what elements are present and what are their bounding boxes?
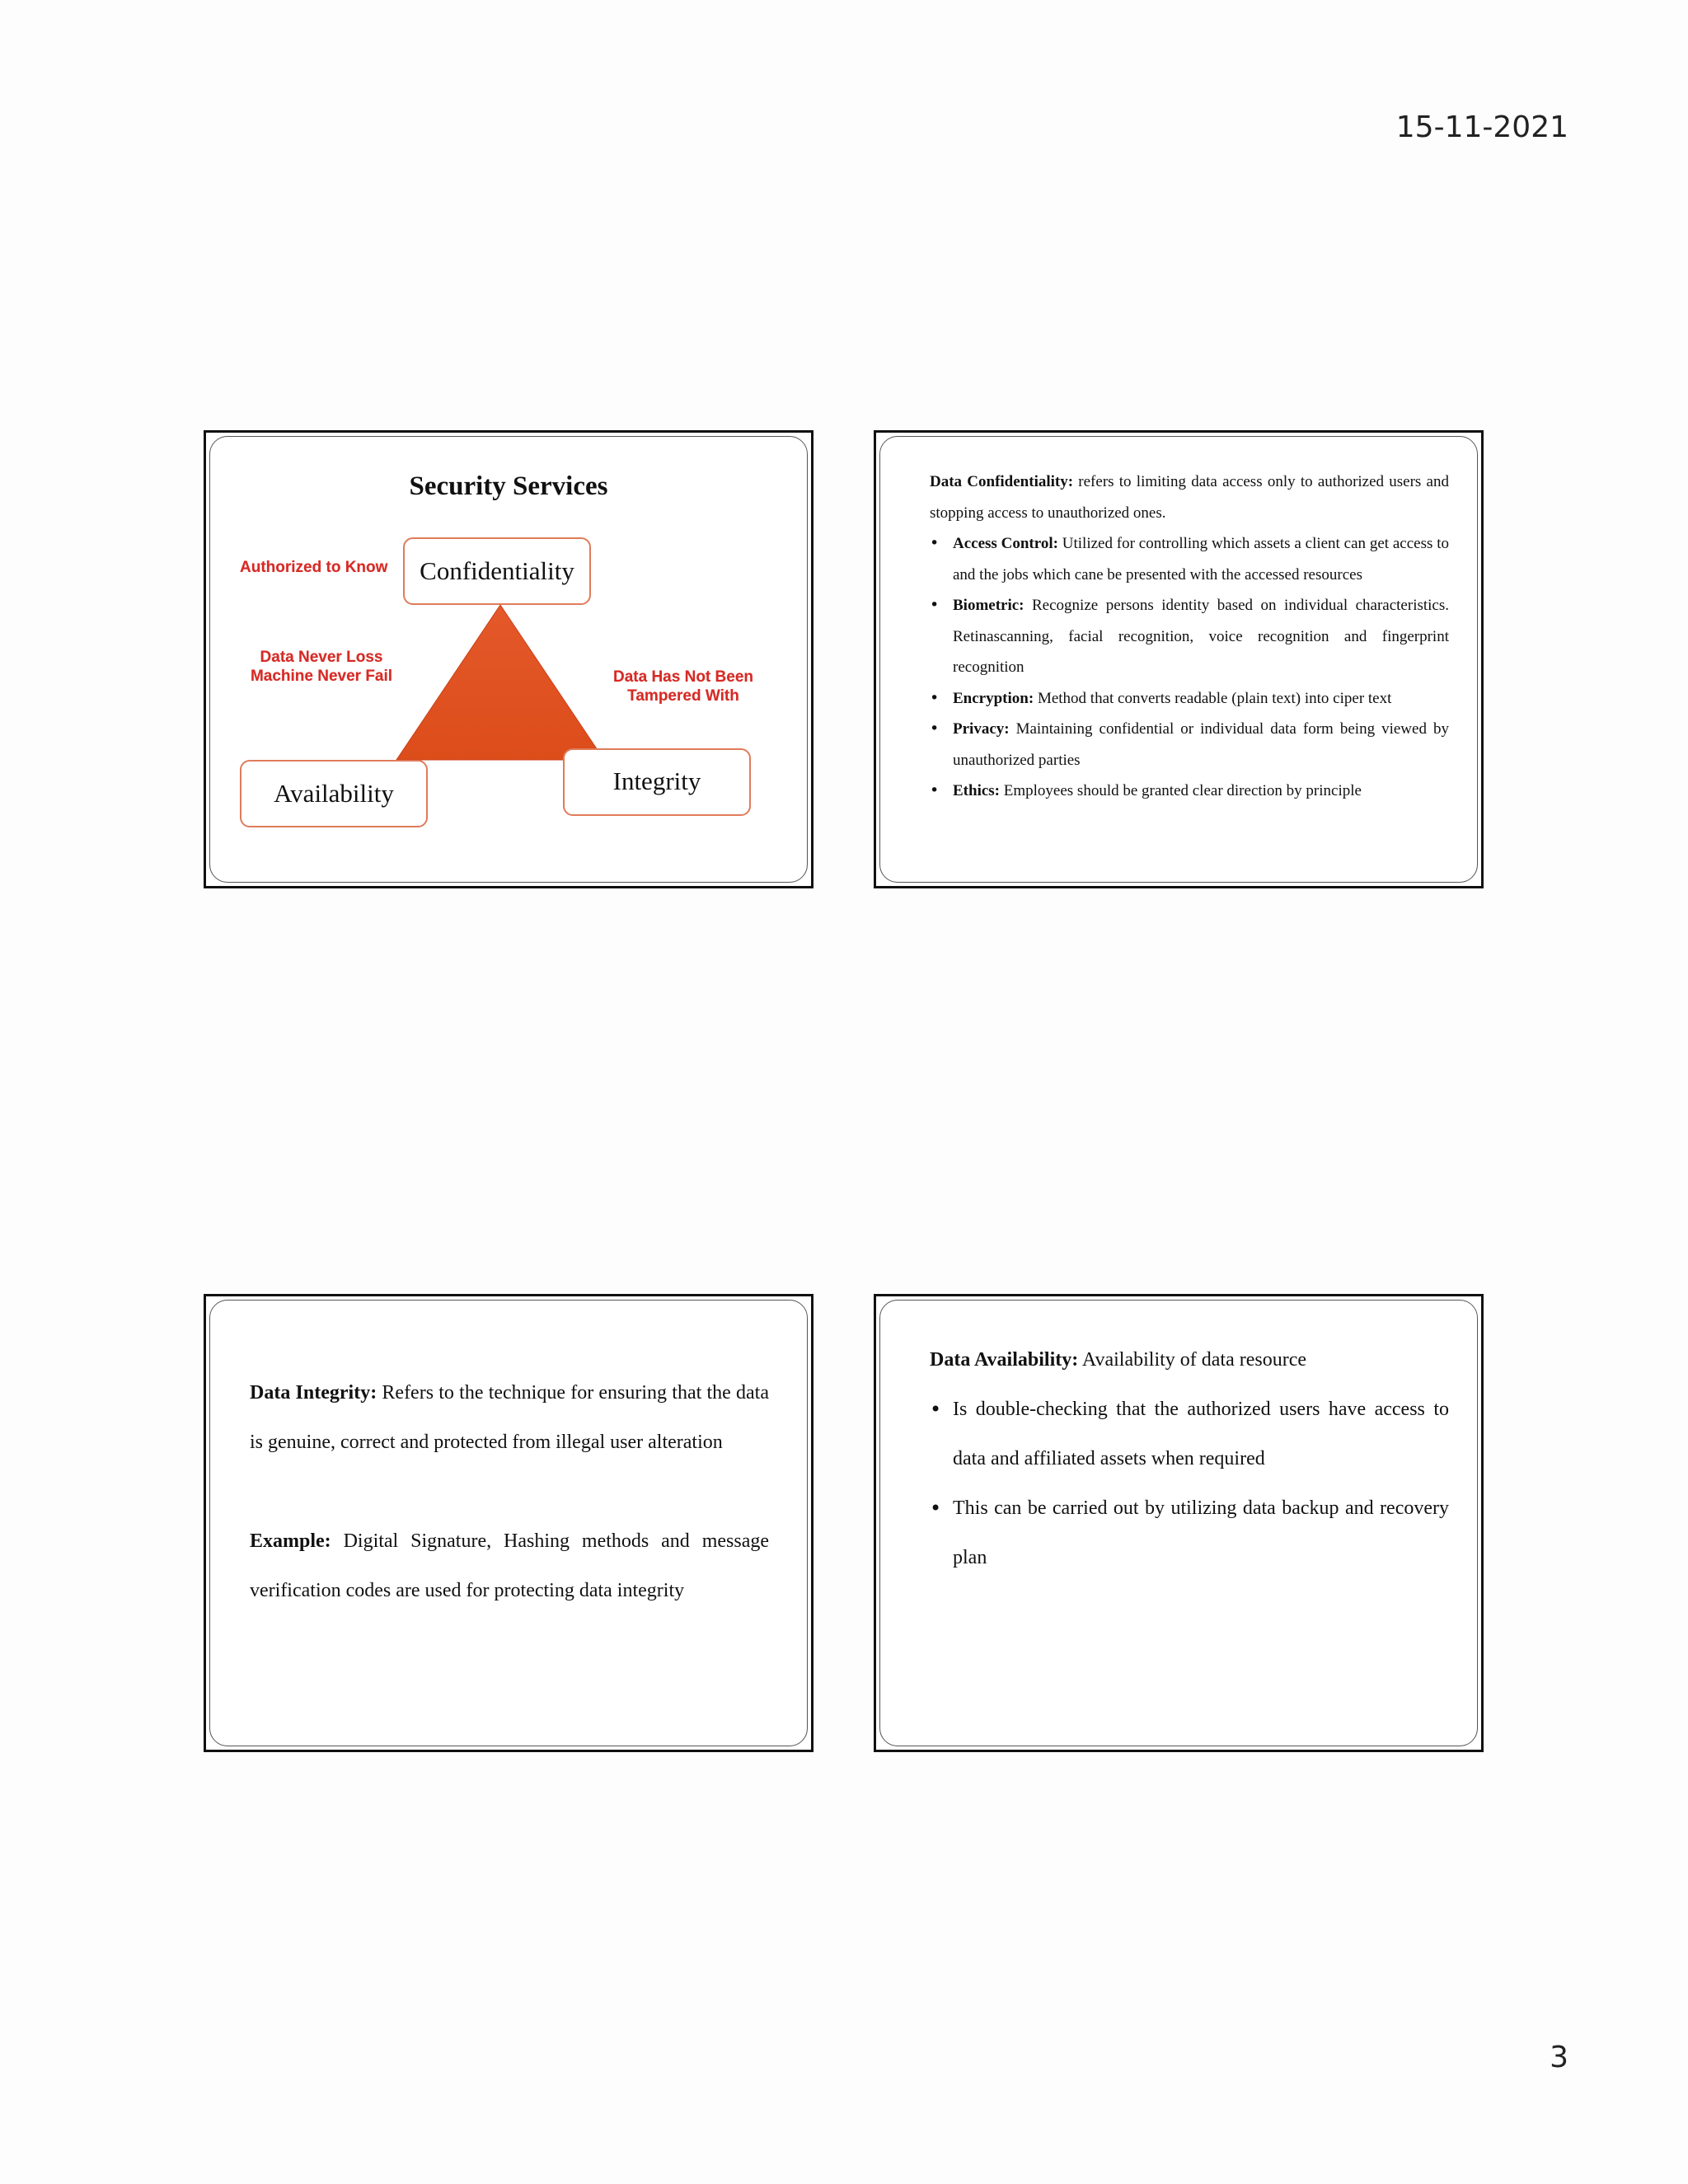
label-not-tampered (609, 668, 757, 705)
slide-frame (209, 1300, 808, 1746)
list-item: • This can be carried out by utilizing data backup and recovery plan (930, 1483, 1449, 1582)
list-item (930, 683, 1449, 715)
list-item (930, 528, 1449, 590)
slide-data-availability (874, 1294, 1484, 1752)
page-date: 15-11-2021 (1395, 110, 1568, 144)
confidentiality-intro (930, 466, 1449, 528)
term: Access Control: (953, 535, 1058, 552)
definition: Availability of data resource (1078, 1349, 1307, 1371)
confidentiality-list (930, 528, 1449, 807)
availability-definition (930, 1335, 1449, 1385)
integrity-text (250, 1368, 769, 1615)
availability-list (930, 1385, 1449, 1582)
label-line: Machine Never Fail (250, 668, 393, 685)
node-availability: Availability (240, 760, 428, 827)
node-confidentiality: Confidentiality (403, 537, 591, 605)
definition: Digital Signature, Hashing methods and message verification codes are used for protecting data integrity (250, 1530, 769, 1601)
term: Data Confidentiality: (930, 473, 1074, 490)
label-data-never-loss (243, 648, 400, 686)
definition: refers to limiting data access only to authorized users and stopping access to unauthorized ones. (930, 473, 1449, 522)
slide-data-integrity (204, 1294, 814, 1752)
spacer (250, 1467, 769, 1516)
slide-frame (879, 1300, 1478, 1746)
list-item: • Is double-checking that the authorized users have access to data and affiliated assets when required (930, 1385, 1449, 1483)
slide-security-services (204, 430, 814, 888)
page-number: 3 (1550, 2041, 1568, 2074)
definition: Refers to the technique for ensuring that the data is genuine, correct and protected from illegal user alteration (250, 1382, 769, 1453)
term: Example: (250, 1530, 331, 1552)
term: Privacy: (953, 720, 1010, 738)
definition: Recognize persons identity based on individual characteristics. Retinascanning, facial recognition, voice recognition and fingerprint recognition (953, 597, 1449, 676)
node-integrity: Integrity (563, 748, 751, 816)
slide-frame (209, 436, 808, 883)
slide-data-confidentiality (874, 430, 1484, 888)
label-line: Tampered With (627, 687, 739, 705)
term: Biometric: (953, 597, 1025, 614)
label-line: Data Has Not Been (613, 668, 753, 686)
cia-triangle (393, 598, 607, 763)
availability-text (930, 1335, 1449, 1582)
definition: Utilized for controlling which assets a client can get access to and the jobs which cane be presented with the accessed resources (953, 535, 1449, 583)
list-item (930, 776, 1449, 807)
list-item (930, 590, 1449, 683)
label-line: Data Never Loss (260, 649, 383, 666)
definition: Method that converts readable (plain text) into ciper text (1034, 689, 1392, 707)
term: Data Integrity: (250, 1382, 377, 1404)
confidentiality-text (930, 466, 1449, 807)
slide-title: Security Services (409, 471, 608, 501)
list-item (930, 714, 1449, 776)
integrity-example (250, 1516, 769, 1615)
slide-frame (879, 436, 1478, 883)
term: Ethics: (953, 782, 1000, 799)
term: Encryption: (953, 689, 1034, 707)
term: Data Availability: (930, 1349, 1079, 1371)
label-authorized-to-know: Authorized to Know (240, 559, 388, 576)
definition: Maintaining confidential or individual data form being viewed by unauthorized parties (953, 720, 1449, 769)
definition: Employees should be granted clear direction by principle (1000, 782, 1362, 799)
integrity-definition (250, 1368, 769, 1467)
